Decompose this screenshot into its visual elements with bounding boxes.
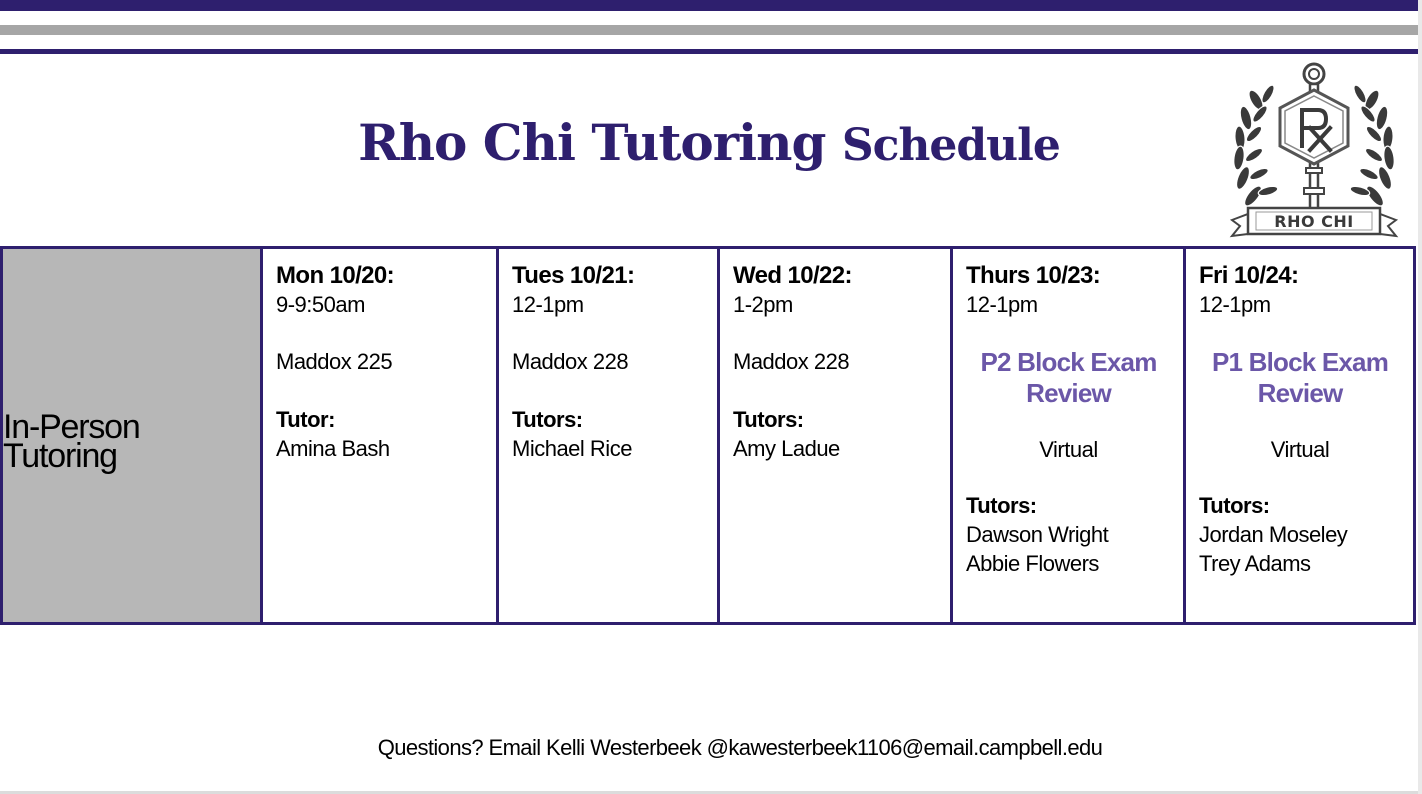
tutor-label: Tutors:	[1199, 493, 1270, 518]
session-location: Maddox 228	[733, 349, 850, 374]
tutor-name: Abbie Flowers	[966, 551, 1099, 576]
day-heading: Mon 10/20:	[276, 262, 395, 289]
day-cell-thu	[950, 249, 1183, 622]
session-location: Virtual	[1039, 437, 1098, 462]
day-heading: Wed 10/22:	[733, 262, 852, 289]
tutor-label: Tutor:	[276, 407, 335, 432]
day-heading: Fri 10/24:	[1199, 262, 1299, 289]
thin-purple-band	[0, 49, 1418, 54]
title-main: Rho Chi Tutoring	[358, 113, 826, 172]
day-cell-tue	[496, 249, 717, 622]
day-heading: Tues 10/21:	[512, 262, 635, 289]
day-cell-fri	[1183, 249, 1416, 622]
day-cell-mon	[260, 249, 496, 622]
title-sub: Schedule	[841, 120, 1060, 171]
session-time: 9-9:50am	[276, 292, 365, 317]
exam-review-title: P1 Block Exam Review	[1211, 347, 1389, 408]
tutor-name: Dawson Wright	[966, 522, 1109, 547]
row-label-cell	[0, 249, 260, 622]
tutor-name: Amina Bash	[276, 436, 390, 461]
page-edge	[1418, 0, 1422, 794]
gray-band	[0, 25, 1418, 35]
row-label: In-Person Tutoring	[3, 407, 140, 475]
footer-contact: Questions? Email Kelli Westerbeek @kawesterbeek1106@email.campbell.edu	[377, 735, 1103, 760]
schedule-table	[0, 246, 1416, 625]
tutor-name: Amy Ladue	[733, 436, 840, 461]
tutor-name: Trey Adams	[1199, 551, 1311, 576]
day-heading: Thurs 10/23:	[966, 262, 1101, 289]
session-location: Maddox 228	[512, 349, 629, 374]
tutor-label: Tutors:	[966, 493, 1037, 518]
logo-text: RHO CHI	[1274, 212, 1354, 231]
day-cell-wed	[717, 249, 950, 622]
session-time: 12-1pm	[1199, 292, 1271, 317]
tutor-label: Tutors:	[512, 407, 583, 432]
exam-review-title: P2 Block Exam Review	[980, 347, 1157, 408]
session-time: 1-2pm	[733, 292, 793, 317]
page-title	[0, 113, 1418, 172]
session-time: 12-1pm	[966, 292, 1038, 317]
session-location: Virtual	[1270, 437, 1330, 462]
tutor-name: Michael Rice	[512, 436, 632, 461]
session-location: Maddox 225	[276, 349, 393, 374]
session-time: 12-1pm	[512, 292, 584, 317]
tutor-name: Jordan Moseley	[1199, 522, 1348, 547]
tutor-label: Tutors:	[733, 407, 804, 432]
top-purple-band	[0, 0, 1418, 11]
rho-chi-crest-icon	[1226, 60, 1402, 242]
